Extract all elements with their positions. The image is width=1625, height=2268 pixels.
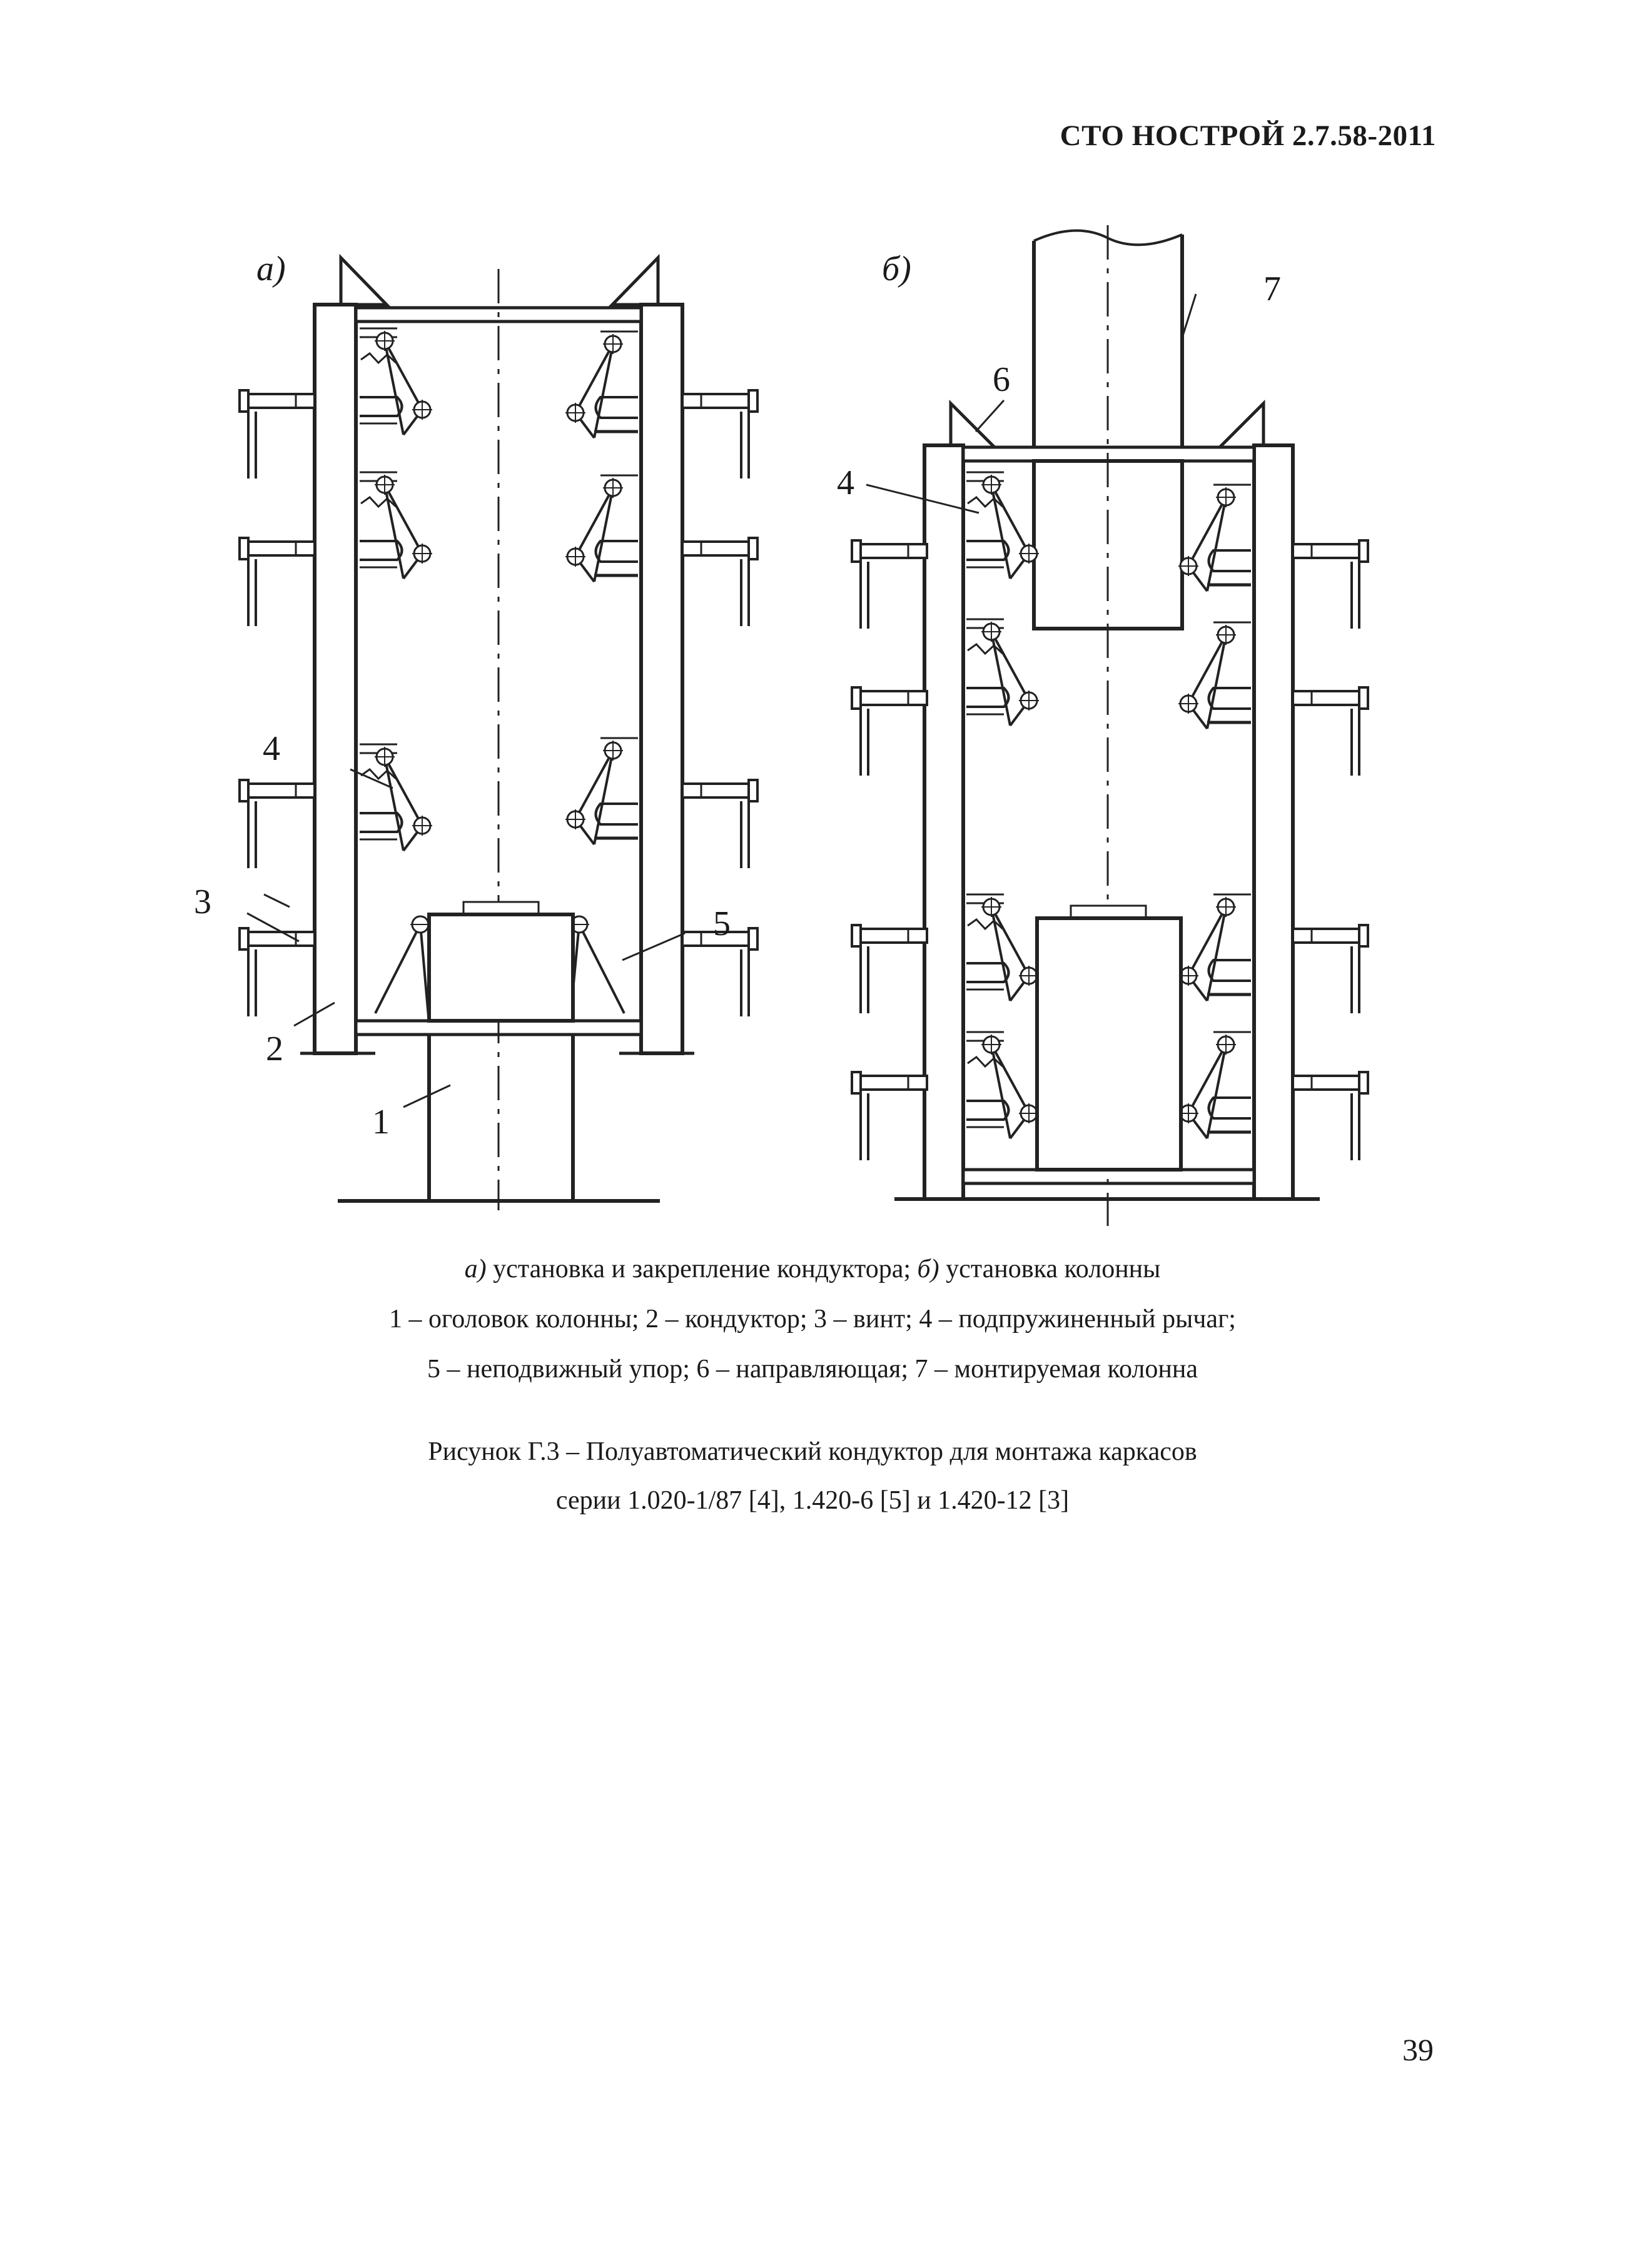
caption-line-3: 5 – неподвижный упор; 6 – направляющая; 7 – монтируемая колонна	[427, 1355, 1198, 1384]
caption-b-marker: б)	[917, 1255, 939, 1283]
callout-a-3: 3	[194, 883, 211, 921]
panel-b-drawing	[852, 225, 1368, 1226]
figure-title-line-1: Рисунок Г.3 – Полуавтоматический кондуктор для монтажа каркасов	[428, 1437, 1197, 1466]
callout-b-4: 4	[837, 463, 854, 502]
caption-line-1	[0, 1256, 1625, 1282]
panel-a-label: а)	[256, 250, 286, 288]
caption-line-2: 1 – оголовок колонны; 2 – кондуктор; 3 – винт; 4 – подпружиненный рычаг;	[389, 1305, 1236, 1334]
callout-a-4: 4	[263, 729, 280, 768]
caption-a-text: установка и закрепление кондуктора;	[486, 1255, 918, 1283]
caption-a-marker: а)	[464, 1255, 487, 1283]
page-number: 39	[1402, 2032, 1434, 2067]
document-header: СТО НОСТРОЙ 2.7.58-2011	[1060, 119, 1436, 152]
figure-title-line-2: серии 1.020-1/87 [4], 1.420-6 [5] и 1.420-12 [3]	[555, 1486, 1070, 1515]
callout-b-6: 6	[993, 360, 1010, 399]
caption-b-text: установка колонны	[939, 1255, 1161, 1283]
panel-a-drawing	[240, 258, 757, 1210]
panel-b-label: б)	[882, 250, 911, 288]
callout-a-1: 1	[372, 1103, 390, 1142]
callout-a-5: 5	[713, 904, 731, 943]
callout-b-7: 7	[1263, 270, 1281, 308]
callout-a-2: 2	[266, 1030, 283, 1068]
